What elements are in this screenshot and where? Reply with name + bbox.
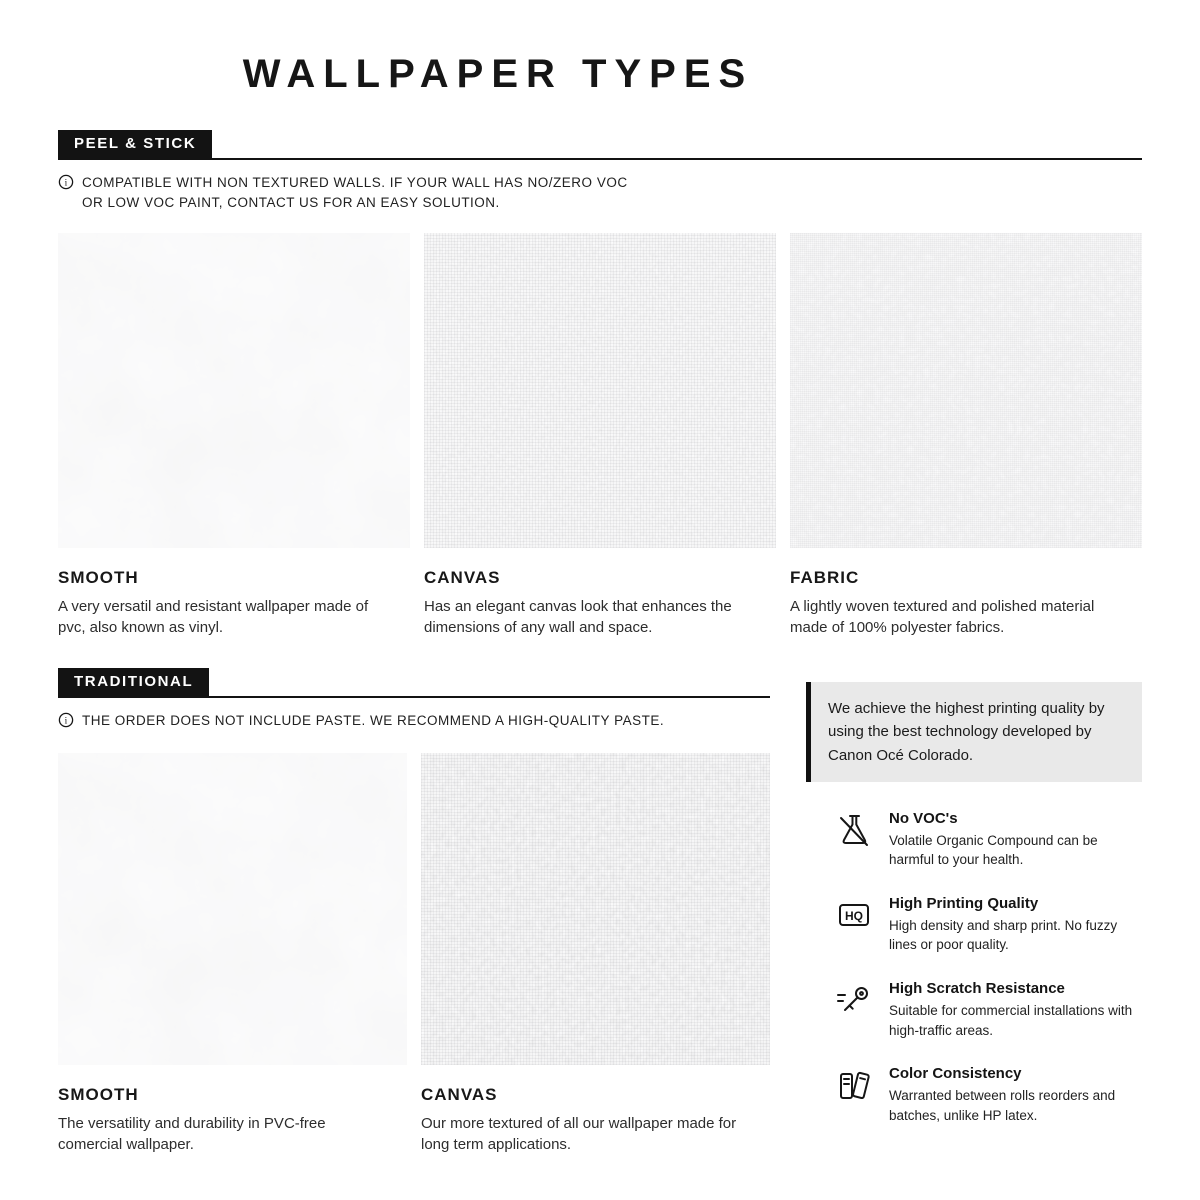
swatch-image-fabric — [790, 233, 1142, 548]
feature-title: Color Consistency — [889, 1065, 1022, 1083]
swatch-name: SMOOTH — [58, 1084, 139, 1104]
peel-stick-badge: PEEL & STICK — [58, 130, 212, 158]
feature-title: High Printing Quality — [889, 894, 1039, 912]
swatch-description: The versatility and durability in PVC-free comercial wallpaper. — [58, 1114, 326, 1153]
swatch-caption — [790, 568, 1142, 638]
feature-text — [889, 1065, 1142, 1125]
swatch-card-canvas — [421, 753, 770, 1155]
color-swatchbook-icon — [834, 1065, 874, 1105]
traditional-swatches — [58, 753, 770, 1155]
feature-text — [889, 980, 1142, 1040]
page-title: WALLPAPER TYPES — [242, 52, 754, 96]
swatch-description: A lightly woven textured and polished material made of 100% polyester fabrics. — [790, 598, 1095, 636]
section-header-traditional — [58, 668, 770, 698]
info-icon — [58, 712, 74, 733]
swatch-card-fabric — [790, 233, 1142, 638]
aside-panel — [806, 668, 1142, 1150]
traditional-note — [58, 711, 770, 733]
bottom-region — [58, 668, 1142, 1155]
scratch-resistance-icon — [834, 980, 874, 1020]
info-icon — [58, 174, 74, 195]
swatch-card-smooth — [58, 753, 407, 1155]
swatch-description: A very versatil and resistant wallpaper made of pvc, also known as vinyl. — [58, 598, 369, 636]
swatch-card-smooth — [58, 233, 410, 638]
feature-text — [889, 810, 1142, 870]
feature-list — [806, 810, 1142, 1126]
swatch-name: SMOOTH — [58, 568, 139, 587]
feature-description: Suitable for commercial installations with high-traffic areas. — [889, 1003, 1133, 1038]
section-header-peel-stick — [58, 130, 1142, 160]
feature-title: No VOC's — [889, 809, 958, 827]
feature-title: High Scratch Resistance — [889, 980, 1065, 997]
feature-no-voc — [834, 810, 1142, 870]
swatch-caption — [421, 1085, 770, 1155]
high-quality-icon — [834, 895, 874, 935]
swatch-caption — [58, 568, 410, 638]
swatch-description: Our more textured of all our wallpaper made for long term applications. — [421, 1114, 737, 1153]
traditional-section — [58, 668, 770, 1155]
swatch-image-smooth — [58, 753, 407, 1065]
traditional-note-text: THE ORDER DOES NOT INCLUDE PASTE. WE RECOMMEND A HIGH-QUALITY PASTE. — [82, 712, 665, 728]
svg-text:HQ: HQ — [845, 908, 863, 923]
swatch-name: FABRIC — [790, 568, 860, 587]
peel-stick-note-text: COMPATIBLE WITH NON TEXTURED WALLS. IF YOUR WALL HAS NO/ZERO VOC OR LOW VOC PAINT, CONTACT US FOR AN EASY SOLUTION. — [82, 174, 628, 210]
peel-stick-swatches — [58, 233, 1142, 638]
svg-text:i: i — [64, 715, 68, 726]
traditional-badge: TRADITIONAL — [58, 668, 209, 696]
swatch-image-smooth — [58, 233, 410, 548]
swatch-caption — [58, 1085, 407, 1155]
swatch-name: CANVAS — [424, 568, 501, 587]
feature-text — [889, 895, 1142, 955]
swatch-image-canvas-rough — [421, 753, 770, 1065]
feature-color-consistency — [834, 1065, 1142, 1125]
no-voc-icon — [834, 810, 874, 850]
feature-description: Warranted between rolls reorders and batches, unlike HP latex. — [889, 1088, 1116, 1123]
svg-text:i: i — [64, 177, 68, 188]
feature-description: High density and sharp print. No fuzzy lines or poor quality. — [889, 917, 1118, 953]
feature-high-printing-quality — [834, 895, 1142, 955]
swatch-caption — [424, 568, 776, 638]
swatch-image-canvas — [424, 233, 776, 548]
title-wrap — [58, 52, 938, 96]
feature-scratch-resistance — [834, 980, 1142, 1040]
swatch-description: Has an elegant canvas look that enhances the dimensions of any wall and space. — [424, 598, 732, 636]
swatch-name: CANVAS — [421, 1084, 498, 1104]
feature-description: Volatile Organic Compound can be harmful to your health. — [889, 832, 1098, 868]
printing-quality-quote: We achieve the highest printing quality by using the best technology developed by Canon Océ Colorado. — [806, 682, 1142, 782]
swatch-card-canvas — [424, 233, 776, 638]
peel-stick-note — [58, 173, 1142, 214]
